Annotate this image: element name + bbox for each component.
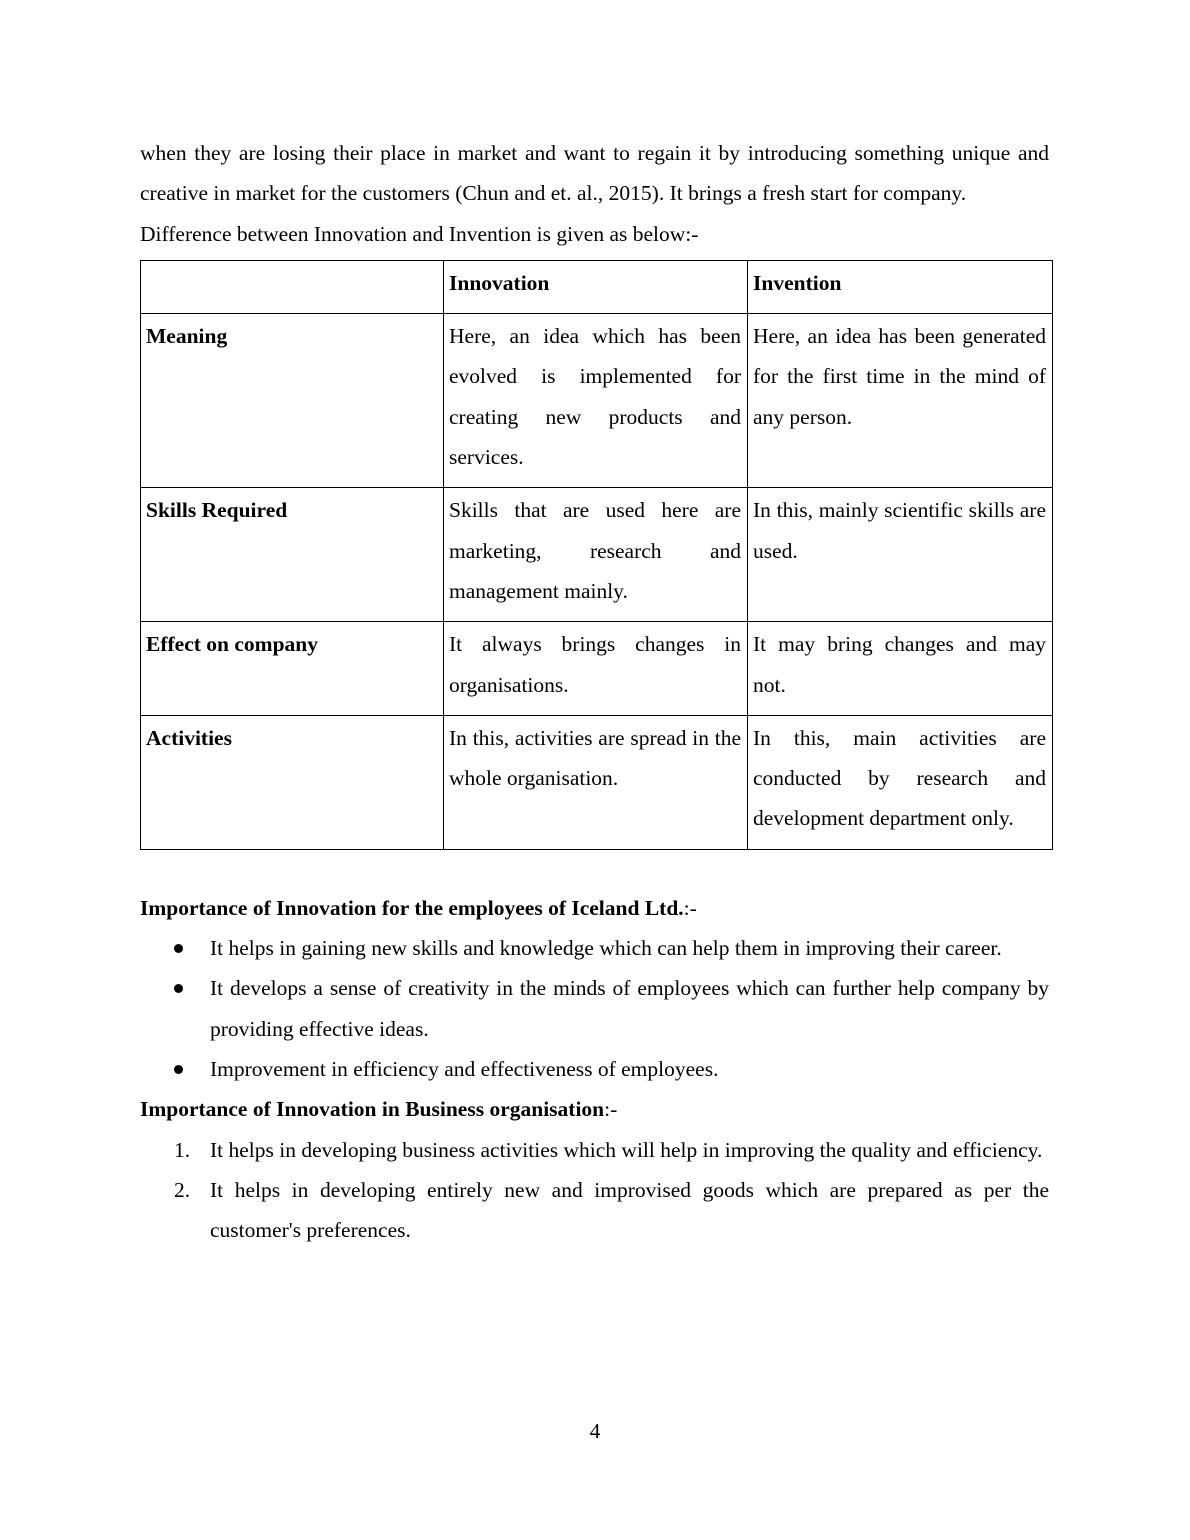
table-row <box>141 314 1053 488</box>
row-label: Skills Required <box>141 488 444 622</box>
business-heading <box>140 1089 1049 1129</box>
business-heading-text: Importance of Innovation in Business organisation <box>140 1097 605 1122</box>
comparison-table <box>140 260 1053 850</box>
table-header-row <box>141 260 1053 313</box>
list-number: 1. <box>174 1137 191 1162</box>
row-label: Activities <box>141 715 444 849</box>
invention-cell: Here, an idea has been generated for the first time in the mind of any person. <box>748 314 1053 488</box>
bullet-icon <box>174 984 183 993</box>
list-item <box>140 1170 1049 1251</box>
innovation-cell: Skills that are used here are marketing, research and management mainly. <box>444 488 748 622</box>
list-item <box>140 1130 1049 1170</box>
employees-heading-text: Importance of Innovation for the employees of Iceland Ltd. <box>140 895 684 920</box>
invention-cell: It may bring changes and may not. <box>748 622 1053 716</box>
row-label: Meaning <box>141 314 444 488</box>
document-page <box>140 133 1049 1250</box>
list-item <box>140 928 1049 968</box>
page-number: 4 <box>589 1419 601 1443</box>
list-item-text: It helps in developing business activities which will help in improving the quality and efficiency. <box>210 1137 1043 1162</box>
table-row <box>141 715 1053 849</box>
table-row <box>141 622 1053 716</box>
innovation-cell: In this, activities are spread in the whole organisation. <box>444 715 748 849</box>
employees-heading-suffix: :- <box>683 895 697 920</box>
list-item-text: It develops a sense of creativity in the minds of employees which can further help company by providing effective ideas. <box>210 976 1049 1041</box>
table-caption: Difference between Innovation and Invention is given as below:- <box>140 221 699 246</box>
header-cell-empty <box>141 260 444 313</box>
business-heading-suffix: :- <box>604 1097 618 1122</box>
innovation-cell: It always brings changes in organisations. <box>444 622 748 716</box>
list-item-text: Improvement in efficiency and effectiveness of employees. <box>210 1056 719 1081</box>
list-item-text: It helps in developing entirely new and improvised goods which are prepared as per the customer's preferences. <box>210 1177 1049 1243</box>
list-item-text: It helps in gaining new skills and knowledge which can help them in improving their career. <box>210 936 1002 961</box>
employees-heading <box>140 888 1049 928</box>
intro-paragraph: when they are losing their place in market and want to regain it by introducing something unique and creative in market for the customers (Chun and et. al., 2015). It brings a fresh start for company. <box>140 141 1049 206</box>
bullet-icon <box>174 1065 183 1074</box>
bullet-icon <box>174 944 183 953</box>
header-cell-innovation: Innovation <box>444 260 748 313</box>
invention-cell: In this, mainly scientific skills are used. <box>748 488 1053 622</box>
header-cell-invention: Invention <box>748 260 1053 313</box>
list-number: 2. <box>174 1177 191 1202</box>
table-row <box>141 488 1053 622</box>
list-item <box>140 968 1049 1049</box>
innovation-cell: Here, an idea which has been evolved is implemented for creating new products and services. <box>444 314 748 488</box>
business-numbered-list <box>140 1130 1049 1251</box>
list-item <box>140 1049 1049 1089</box>
row-label: Effect on company <box>141 622 444 716</box>
invention-cell: In this, main activities are conducted by research and development department only. <box>748 715 1053 849</box>
employees-bullet-list <box>140 928 1049 1089</box>
